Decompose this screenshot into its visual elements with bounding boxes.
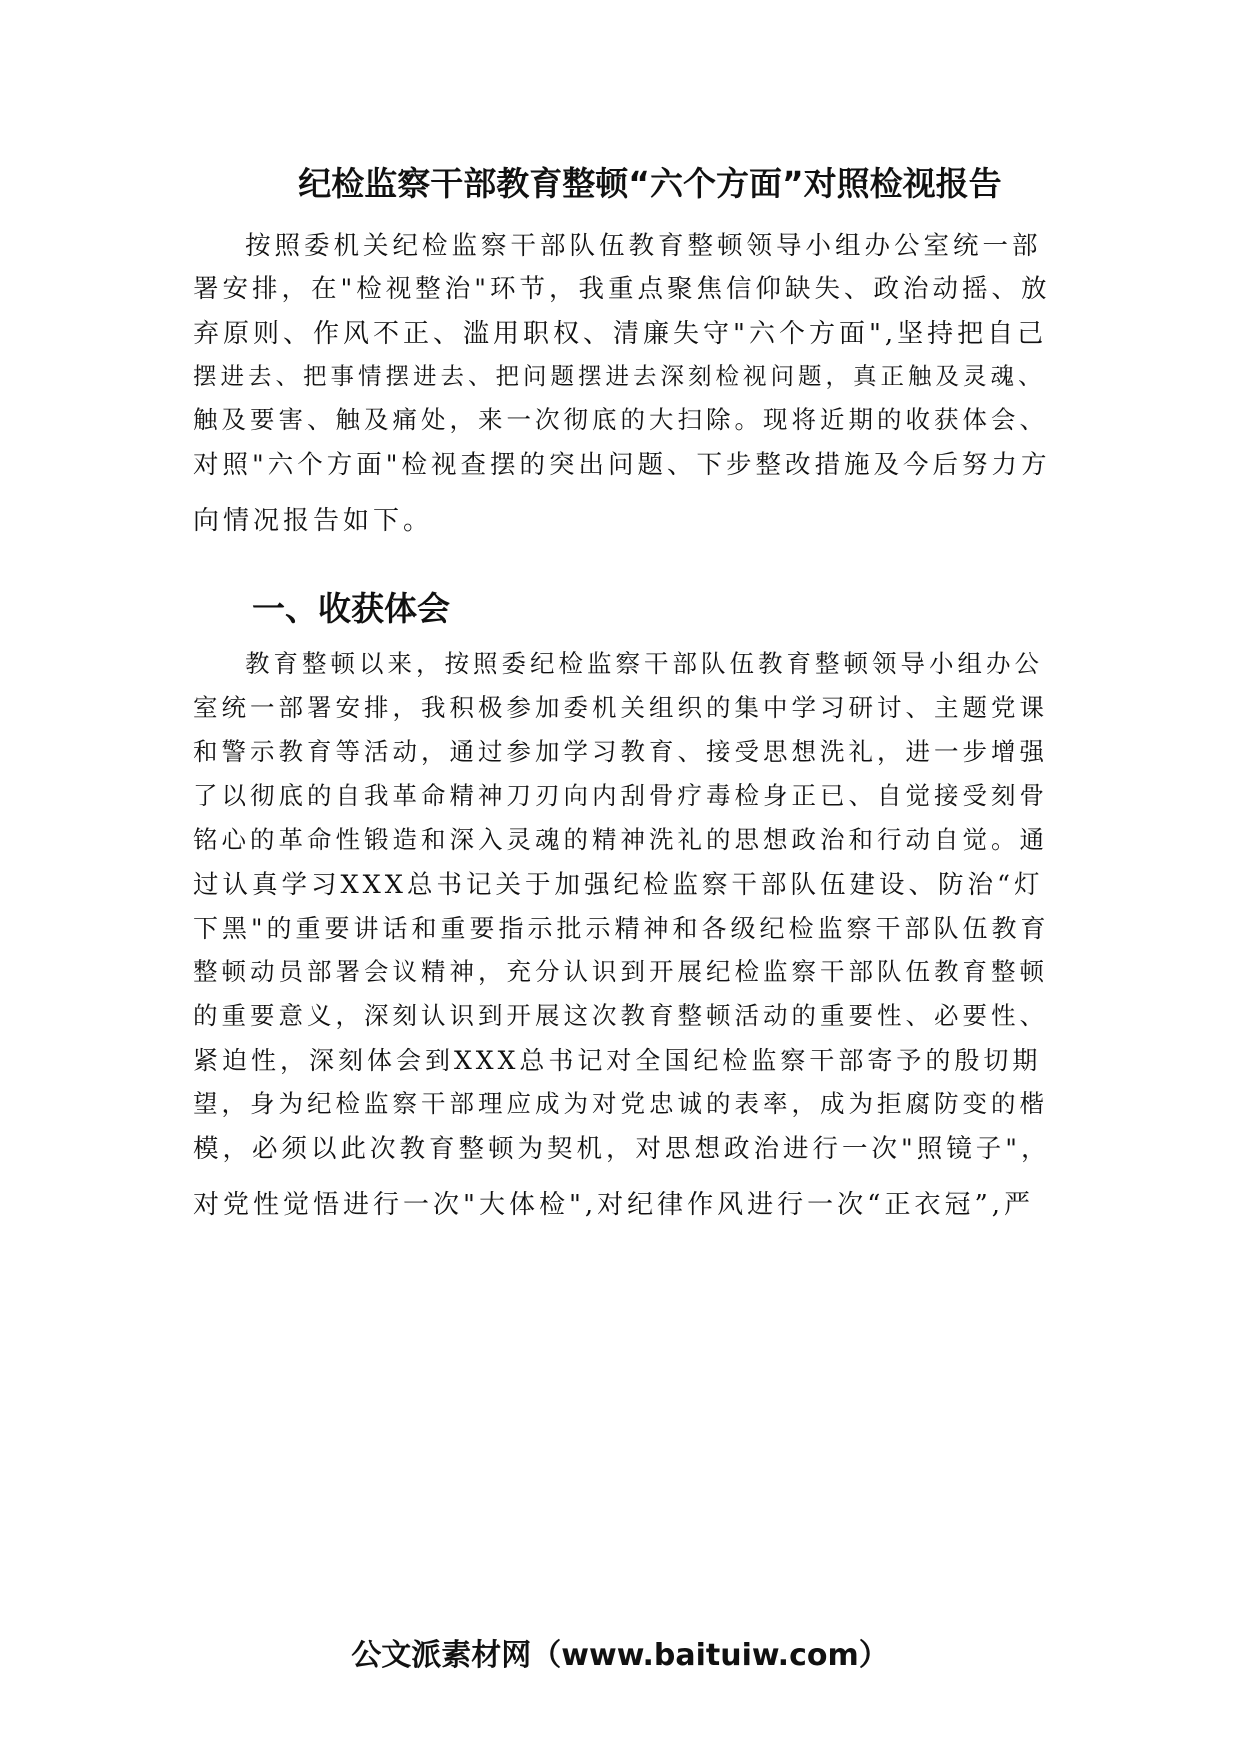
footer-watermark: 公文派素材网（www.baituiw.com） — [351, 1638, 889, 1673]
paragraph-line: 署安排，在"检视整治"环节，我重点聚焦信仰缺失、政治动摇、放 — [193, 274, 1051, 304]
paragraph-line: 触及要害、触及痛处，来一次彻底的大扫除。现将近期的收获体会、 — [193, 405, 1048, 434]
section1-paragraph — [193, 645, 1053, 1305]
paragraph-line: 的重要意义，深刻认识到开展这次教育整顿活动的重要性、必要性、 — [193, 1001, 1048, 1030]
paragraph-line: 整顿动员部署会议精神，充分认识到开展纪检监察干部队伍教育整顿 — [193, 957, 1048, 986]
paragraph-line: 弃原则、作风不正、滥用职权、清廉失守"六个方面",坚持把自己 — [193, 319, 1048, 349]
paragraph-line: 模，必须以此次教育整顿为契机，对思想政治进行一次"照镜子"， — [193, 1134, 1051, 1164]
document-title: 纪检监察干部教育整顿“六个方面”对照检视报告 — [298, 164, 1002, 203]
paragraph-line: 紧迫性，深刻体会到XXX总书记对全国纪检监察干部寄予的殷切期 — [193, 1046, 1042, 1075]
section-heading: 一、收获体会 — [252, 589, 450, 628]
paragraph-line: 教育整顿以来，按照委纪检监察干部队伍教育整顿领导小组办公 — [245, 649, 1043, 678]
paragraph-line: 向情况报告如下。 — [193, 506, 434, 536]
intro-paragraph — [193, 226, 1053, 536]
paragraph-line: 望，身为纪检监察干部理应成为对党忠诚的表率，成为拒腐防变的楷 — [193, 1089, 1048, 1118]
paragraph-line: 了以彻底的自我革命精神刀刃向内刮骨疗毒检身正已、自觉接受刻骨 — [193, 781, 1048, 810]
paragraph-line: 过认真学习XXX总书记关于加强纪检监察干部队伍建设、防治“灯 — [193, 870, 1044, 900]
paragraph-line: 摆进去、把事情摆进去、把问题摆进去深刻检视问题，真正触及灵魂、 — [193, 362, 1046, 390]
paragraph-line: 室统一部署安排，我积极参加委机关组织的集中学习研讨、主题党课 — [193, 693, 1048, 722]
paragraph-line: 按照委机关纪检监察干部队伍教育整顿领导小组办公室统一部 — [245, 231, 1042, 261]
paragraph-line: 铭心的革命性锻造和深入灵魂的精神洗礼的思想政治和行动自觉。通 — [193, 825, 1048, 854]
paragraph-line: 和警示教育等活动，通过参加学习教育、接受思想洗礼，进一步增强 — [193, 737, 1048, 766]
paragraph-line: 对党性觉悟进行一次"大体检",对纪律作风进行一次“正衣冠”,严 — [193, 1190, 1035, 1220]
paragraph-line: 对照"六个方面"检视查摆的突出问题、下步整改措施及今后努力方 — [193, 450, 1051, 480]
paragraph-line: 下黑"的重要讲话和重要指示批示精神和各级纪检监察干部队伍教育 — [193, 914, 1050, 943]
